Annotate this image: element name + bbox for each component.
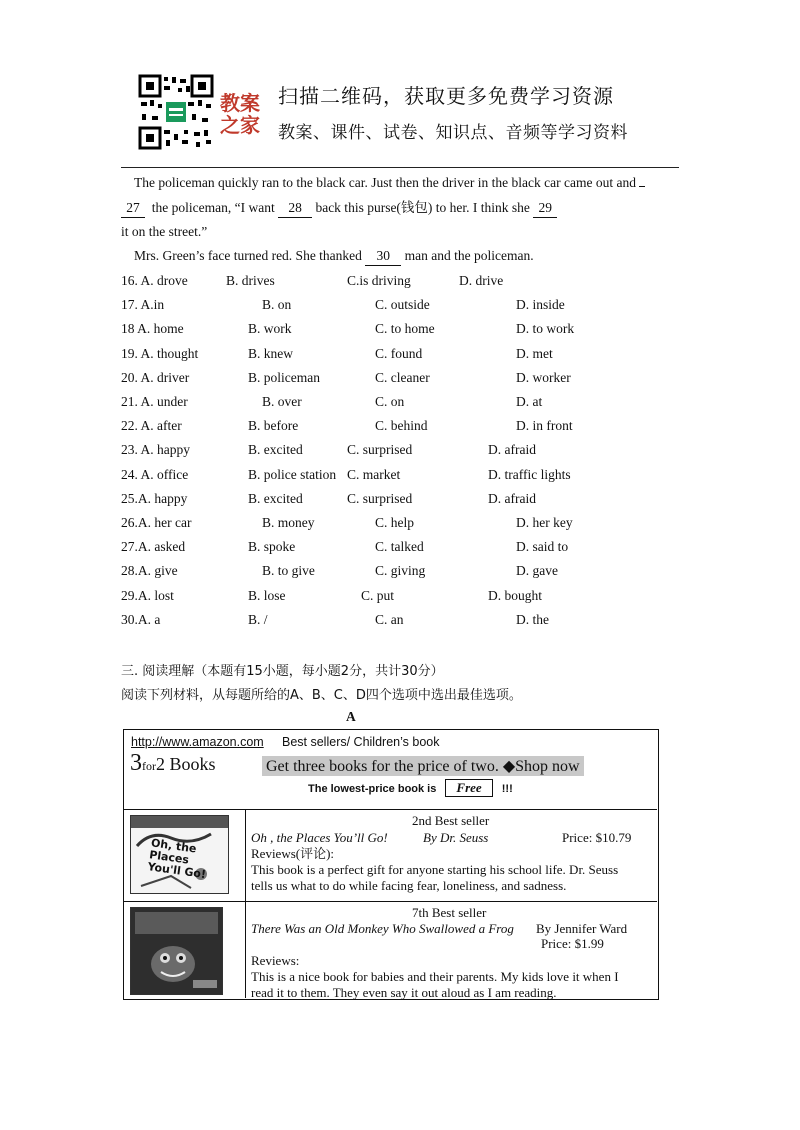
option-20-c: C. cleaner: [375, 369, 430, 385]
free-badge: Free: [445, 779, 492, 797]
book-1-author: By Dr. Seuss: [423, 830, 489, 845]
option-24-d: D. traffic lights: [488, 466, 571, 482]
shop-now-button[interactable]: Get three books for the price of two. ◆Shop now: [262, 756, 584, 776]
lowest-price-note: The lowest-price book is Free !!!: [308, 780, 513, 795]
qr-code: [138, 74, 214, 150]
blank-30: 30: [365, 247, 401, 266]
option-26-a: 26.A. her car: [121, 515, 192, 530]
option-23-c: C. surprised: [347, 442, 413, 458]
option-17-a: 17. A.in: [121, 297, 165, 313]
option-23-b: B. excited: [248, 442, 303, 458]
book-cover-1-title: Oh, the Places You'll Go!: [146, 836, 207, 882]
option-25-d: D. afraid: [488, 490, 536, 506]
option-29-b: B. lose: [248, 587, 286, 603]
option-26-b: B. money: [262, 515, 315, 530]
passage-line-1: The policeman quickly ran to the black car. Just then the driver in the black car came out and: [134, 174, 645, 192]
promo-3-for-2: 3for2 Books: [130, 750, 216, 776]
option-27-a: 27.A. asked: [121, 539, 186, 555]
option-30-c: C. an: [375, 611, 404, 627]
option-16-a: 16. A. drove: [121, 273, 188, 288]
section-3-title: 三. 阅读理解（本题有15小题，每小题2分，共计30分）: [121, 664, 444, 679]
option-17-c: C. outside: [375, 297, 430, 313]
option-28-c: C. giving: [375, 563, 426, 579]
option-27-d: D. said to: [516, 539, 569, 555]
option-16-b: B. drives: [226, 273, 275, 288]
option-28-d: D. gave: [516, 563, 558, 579]
option-20-a: 20. A. driver: [121, 369, 190, 385]
option-22-c: C. behind: [375, 418, 428, 434]
option-16-c: C.is driving: [347, 273, 411, 288]
book-1-review-line-1: This book is a perfect gift for anyone starting his school life. Dr. Seuss: [251, 862, 619, 877]
option-29-c: C. put: [361, 587, 395, 603]
option-22-b: B. before: [248, 418, 299, 434]
option-20-d: D. worker: [516, 369, 571, 385]
option-23-a: 23. A. happy: [121, 442, 190, 458]
option-21-a: 21. A. under: [121, 394, 188, 409]
option-17-b: B. on: [262, 297, 292, 313]
blank-29: 29: [533, 199, 557, 218]
book-1-price: Price: $10.79: [562, 830, 632, 845]
option-19-c: C. found: [375, 345, 423, 361]
book-1-title: Oh , the Places You’ll Go!: [251, 830, 388, 845]
option-30-d: D. the: [516, 611, 549, 627]
option-22-a: 22. A. after: [121, 418, 182, 434]
option-27-c: C. talked: [375, 539, 424, 555]
passage-a-label: A: [346, 709, 356, 724]
slogan-line-2: 教案、课件、试卷、知识点、音频等学习资料: [278, 123, 628, 143]
option-21-c: C. on: [375, 394, 405, 409]
book-cover-old-monkey: [130, 907, 223, 995]
option-25-b: B. excited: [248, 490, 303, 506]
option-18-d: D. to work: [516, 321, 575, 337]
option-22-d: D. in front: [516, 418, 573, 434]
option-27-b: B. spoke: [248, 539, 296, 555]
option-19-b: B. knew: [248, 345, 293, 361]
option-24-b: B. police station: [248, 466, 337, 482]
blank-28: 28: [278, 199, 312, 218]
option-18-a: 18 A. home: [121, 321, 184, 337]
book-1-review-line-2: tells us what to do while facing fear, loneliness, and sadness.: [251, 878, 567, 893]
passage-line-3: it on the street.”: [121, 224, 208, 239]
book-1-reviews-label: Reviews(评论):: [251, 846, 335, 861]
option-16-d: D. drive: [459, 273, 504, 288]
option-26-d: D. her key: [516, 515, 573, 530]
book-1-rank: 2nd Best seller: [412, 813, 490, 828]
book-2-title: There Was an Old Monkey Who Swallowed a Frog: [251, 921, 514, 936]
option-19-a: 19. A. thought: [121, 345, 199, 361]
book-cover-oh-the-places: [130, 815, 229, 894]
amazon-link[interactable]: http://www.amazon.com: [131, 735, 264, 749]
option-30-b: B. /: [248, 611, 268, 627]
book-2-author: By Jennifer Ward: [536, 921, 628, 936]
book-2-reviews-label: Reviews:: [251, 953, 300, 968]
ad-category: Best sellers/ Children’s book: [282, 735, 440, 749]
option-20-b: B. policeman: [248, 369, 320, 385]
option-17-d: D. inside: [516, 297, 565, 313]
option-19-d: D. met: [516, 345, 553, 361]
option-18-c: C. to home: [375, 321, 435, 337]
option-29-a: 29.A. lost: [121, 587, 174, 603]
slogan-line-1: 扫描二维码，获取更多免费学习资源: [278, 84, 614, 108]
passage-line-4: Mrs. Green’s face turned red. She thanked 30 man and the policeman.: [134, 247, 534, 266]
option-24-a: 24. A. office: [121, 466, 189, 482]
option-25-a: 25.A. happy: [121, 490, 188, 506]
option-28-b: B. to give: [262, 563, 315, 579]
book-2-review-line-2: read it to them. They even say it out aloud as I am reading.: [251, 985, 557, 1000]
option-30-a: 30.A. a: [121, 611, 161, 627]
option-25-c: C. surprised: [347, 490, 413, 506]
brand-logo-text: 教案 之家: [220, 91, 260, 137]
bestseller-ad-table: [123, 729, 659, 1000]
book-2-rank: 7th Best seller: [412, 905, 487, 920]
option-24-c: C. market: [347, 466, 401, 482]
passage-line-2: 27 the policeman, “I want 28 back this purse(钱包) to her. I think she 29: [121, 199, 557, 218]
option-21-d: D. at: [516, 394, 543, 409]
book-2-review-line-1: This is a nice book for babies and their parents. My kids love it when I: [251, 969, 619, 984]
option-28-a: 28.A. give: [121, 563, 178, 579]
option-21-b: B. over: [262, 394, 302, 409]
section-3-instruction: 阅读下列材料，从每题所给的A、B、C、D四个选项中选出最佳选项。: [121, 688, 522, 703]
header-divider: [121, 167, 679, 168]
option-23-d: D. afraid: [488, 442, 536, 458]
option-29-d: D. bought: [488, 587, 542, 603]
option-26-c: C. help: [375, 515, 414, 530]
blank-27: 27: [121, 199, 145, 218]
option-18-b: B. work: [248, 321, 292, 337]
book-2-price: Price: $1.99: [541, 936, 604, 951]
